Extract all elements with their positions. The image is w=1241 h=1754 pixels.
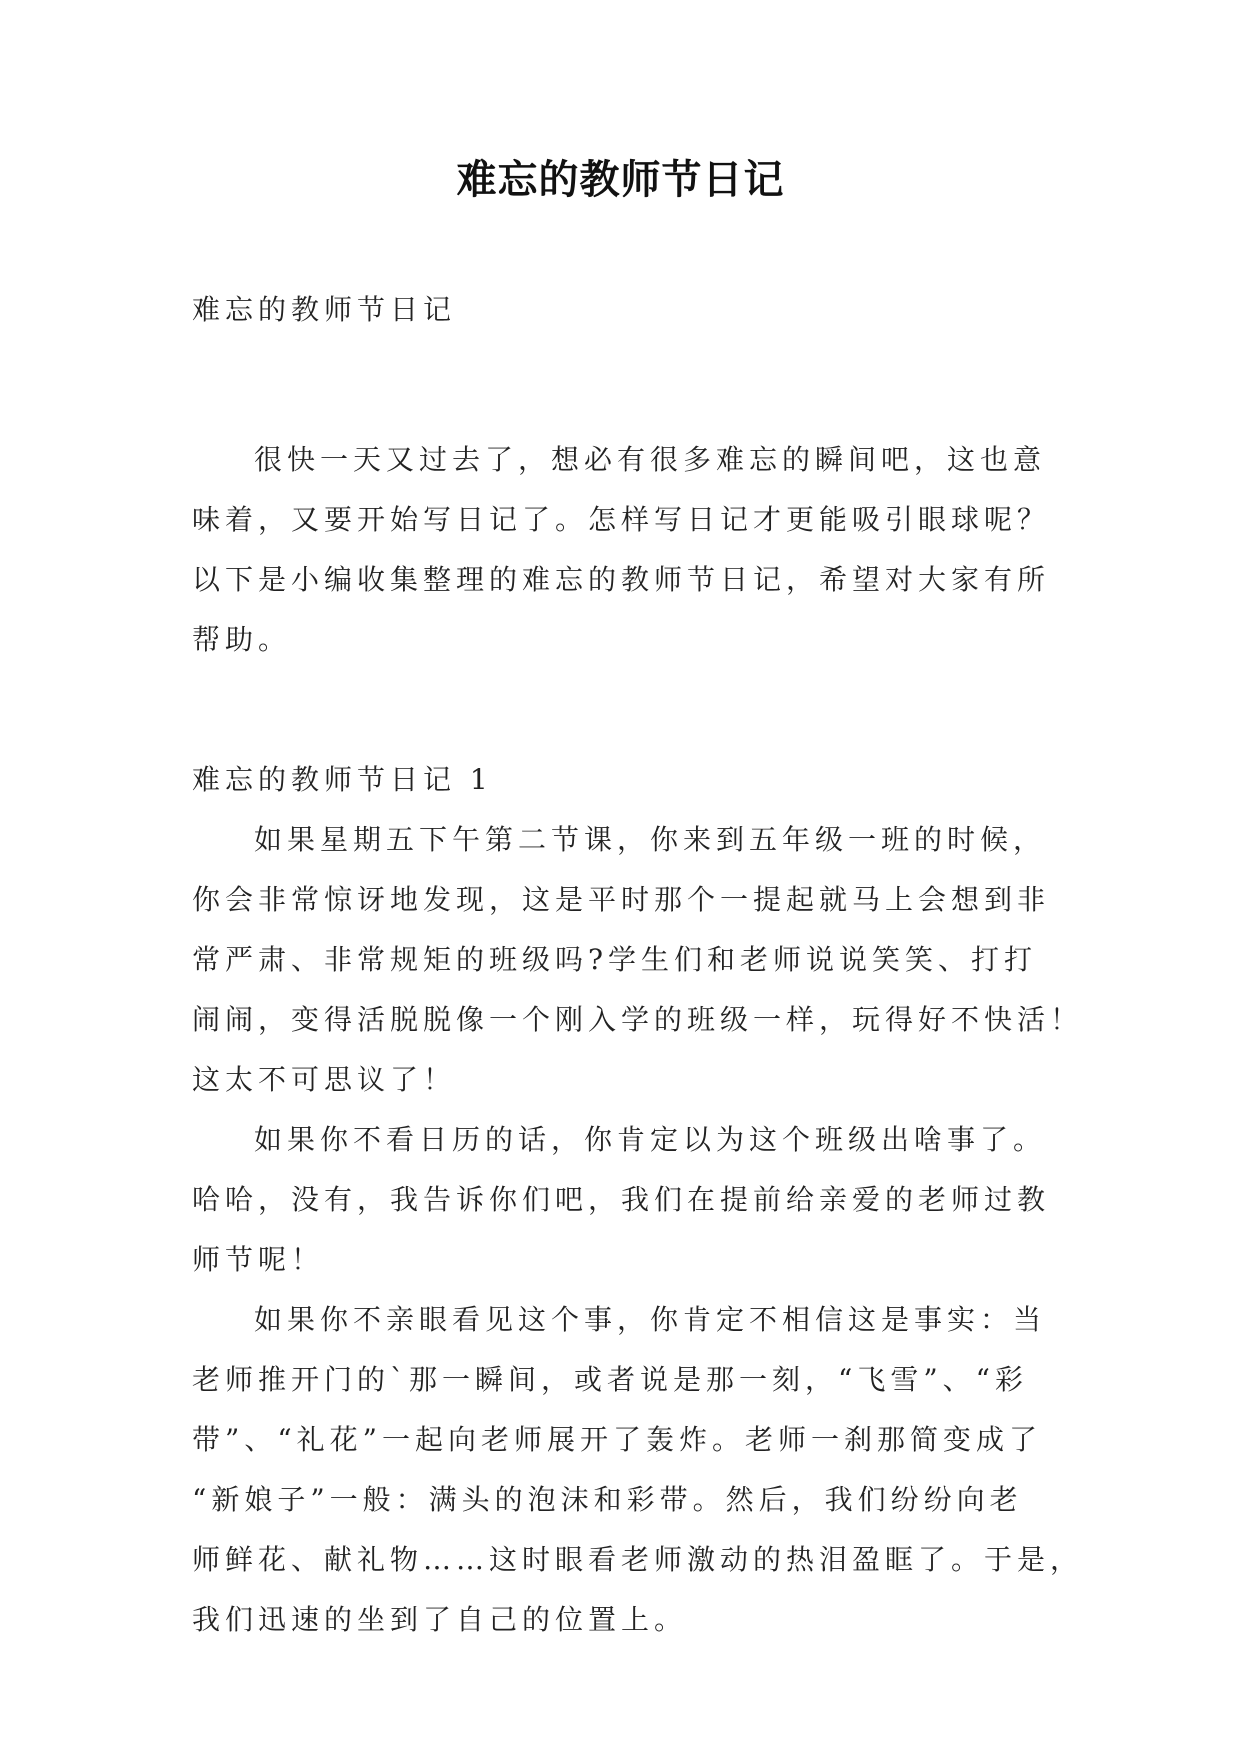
spacer <box>192 340 1052 400</box>
document-body <box>192 280 1084 1650</box>
body-paragraph-2 <box>192 1110 1052 1290</box>
paragraph-line: 如果你不看日历的话，你肯定以为这个班级出啥事了。 <box>254 1123 1047 1156</box>
paragraph-line: “新娘子”一般：满头的泡沫和彩带。然后，我们纷纷向老 <box>192 1483 1023 1516</box>
paragraph-line: 师鲜花、献礼物……这时眼看老师激动的热泪盈眶了。于是， <box>192 1543 1084 1576</box>
intro-line: 帮助。 <box>192 623 292 656</box>
paragraph-line: 如果星期五下午第二节课，你来到五年级一班的时候， <box>254 823 1047 856</box>
intro-line: 很快一天又过去了，想必有很多难忘的瞬间吧，这也意 <box>254 443 1047 476</box>
paragraph-line: 带”、“礼花”一起向老师展开了轰炸。老师一刹那简变成了 <box>192 1423 1042 1456</box>
paragraph-line: 师节呢！ <box>192 1243 325 1276</box>
spacer <box>192 670 1052 730</box>
paragraph-line: 闹闹，变得活脱脱像一个刚入学的班级一样，玩得好不快活！ <box>192 1003 1084 1036</box>
intro-line: 以下是小编收集整理的难忘的教师节日记，希望对大家有所 <box>192 563 1051 596</box>
intro-line: 味着，又要开始写日记了。怎样写日记才更能吸引眼球呢？ <box>192 503 1051 536</box>
paragraph-line: 这太不可思议了！ <box>192 1063 457 1096</box>
paragraph-line: 如果你不亲眼看见这个事，你肯定不相信这是事实：当 <box>254 1303 1047 1336</box>
paragraph-line: 你会非常惊讶地发现，这是平时那个一提起就马上会想到非 <box>192 883 1051 916</box>
spacer <box>192 730 1052 750</box>
section-heading: 难忘的教师节日记 1 <box>192 763 493 796</box>
document-title: 难忘的教师节日记 <box>456 156 785 203</box>
paragraph-line: 老师推开门的`那一瞬间，或者说是那一刻，“飞雪”、“彩 <box>192 1363 1028 1396</box>
paragraph-line: 我们迅速的坐到了自己的位置上。 <box>192 1603 688 1636</box>
body-paragraph-3 <box>192 1290 1084 1650</box>
paragraph-line: 哈哈，没有，我告诉你们吧，我们在提前给亲爱的老师过教 <box>192 1183 1051 1216</box>
subtitle: 难忘的教师节日记 <box>192 293 457 326</box>
intro-paragraph <box>192 430 1052 670</box>
spacer <box>192 400 1052 430</box>
body-paragraph-1 <box>192 810 1084 1110</box>
paragraph-line: 常严肃、非常规矩的班级吗?学生们和老师说说笑笑、打打 <box>192 943 1038 976</box>
